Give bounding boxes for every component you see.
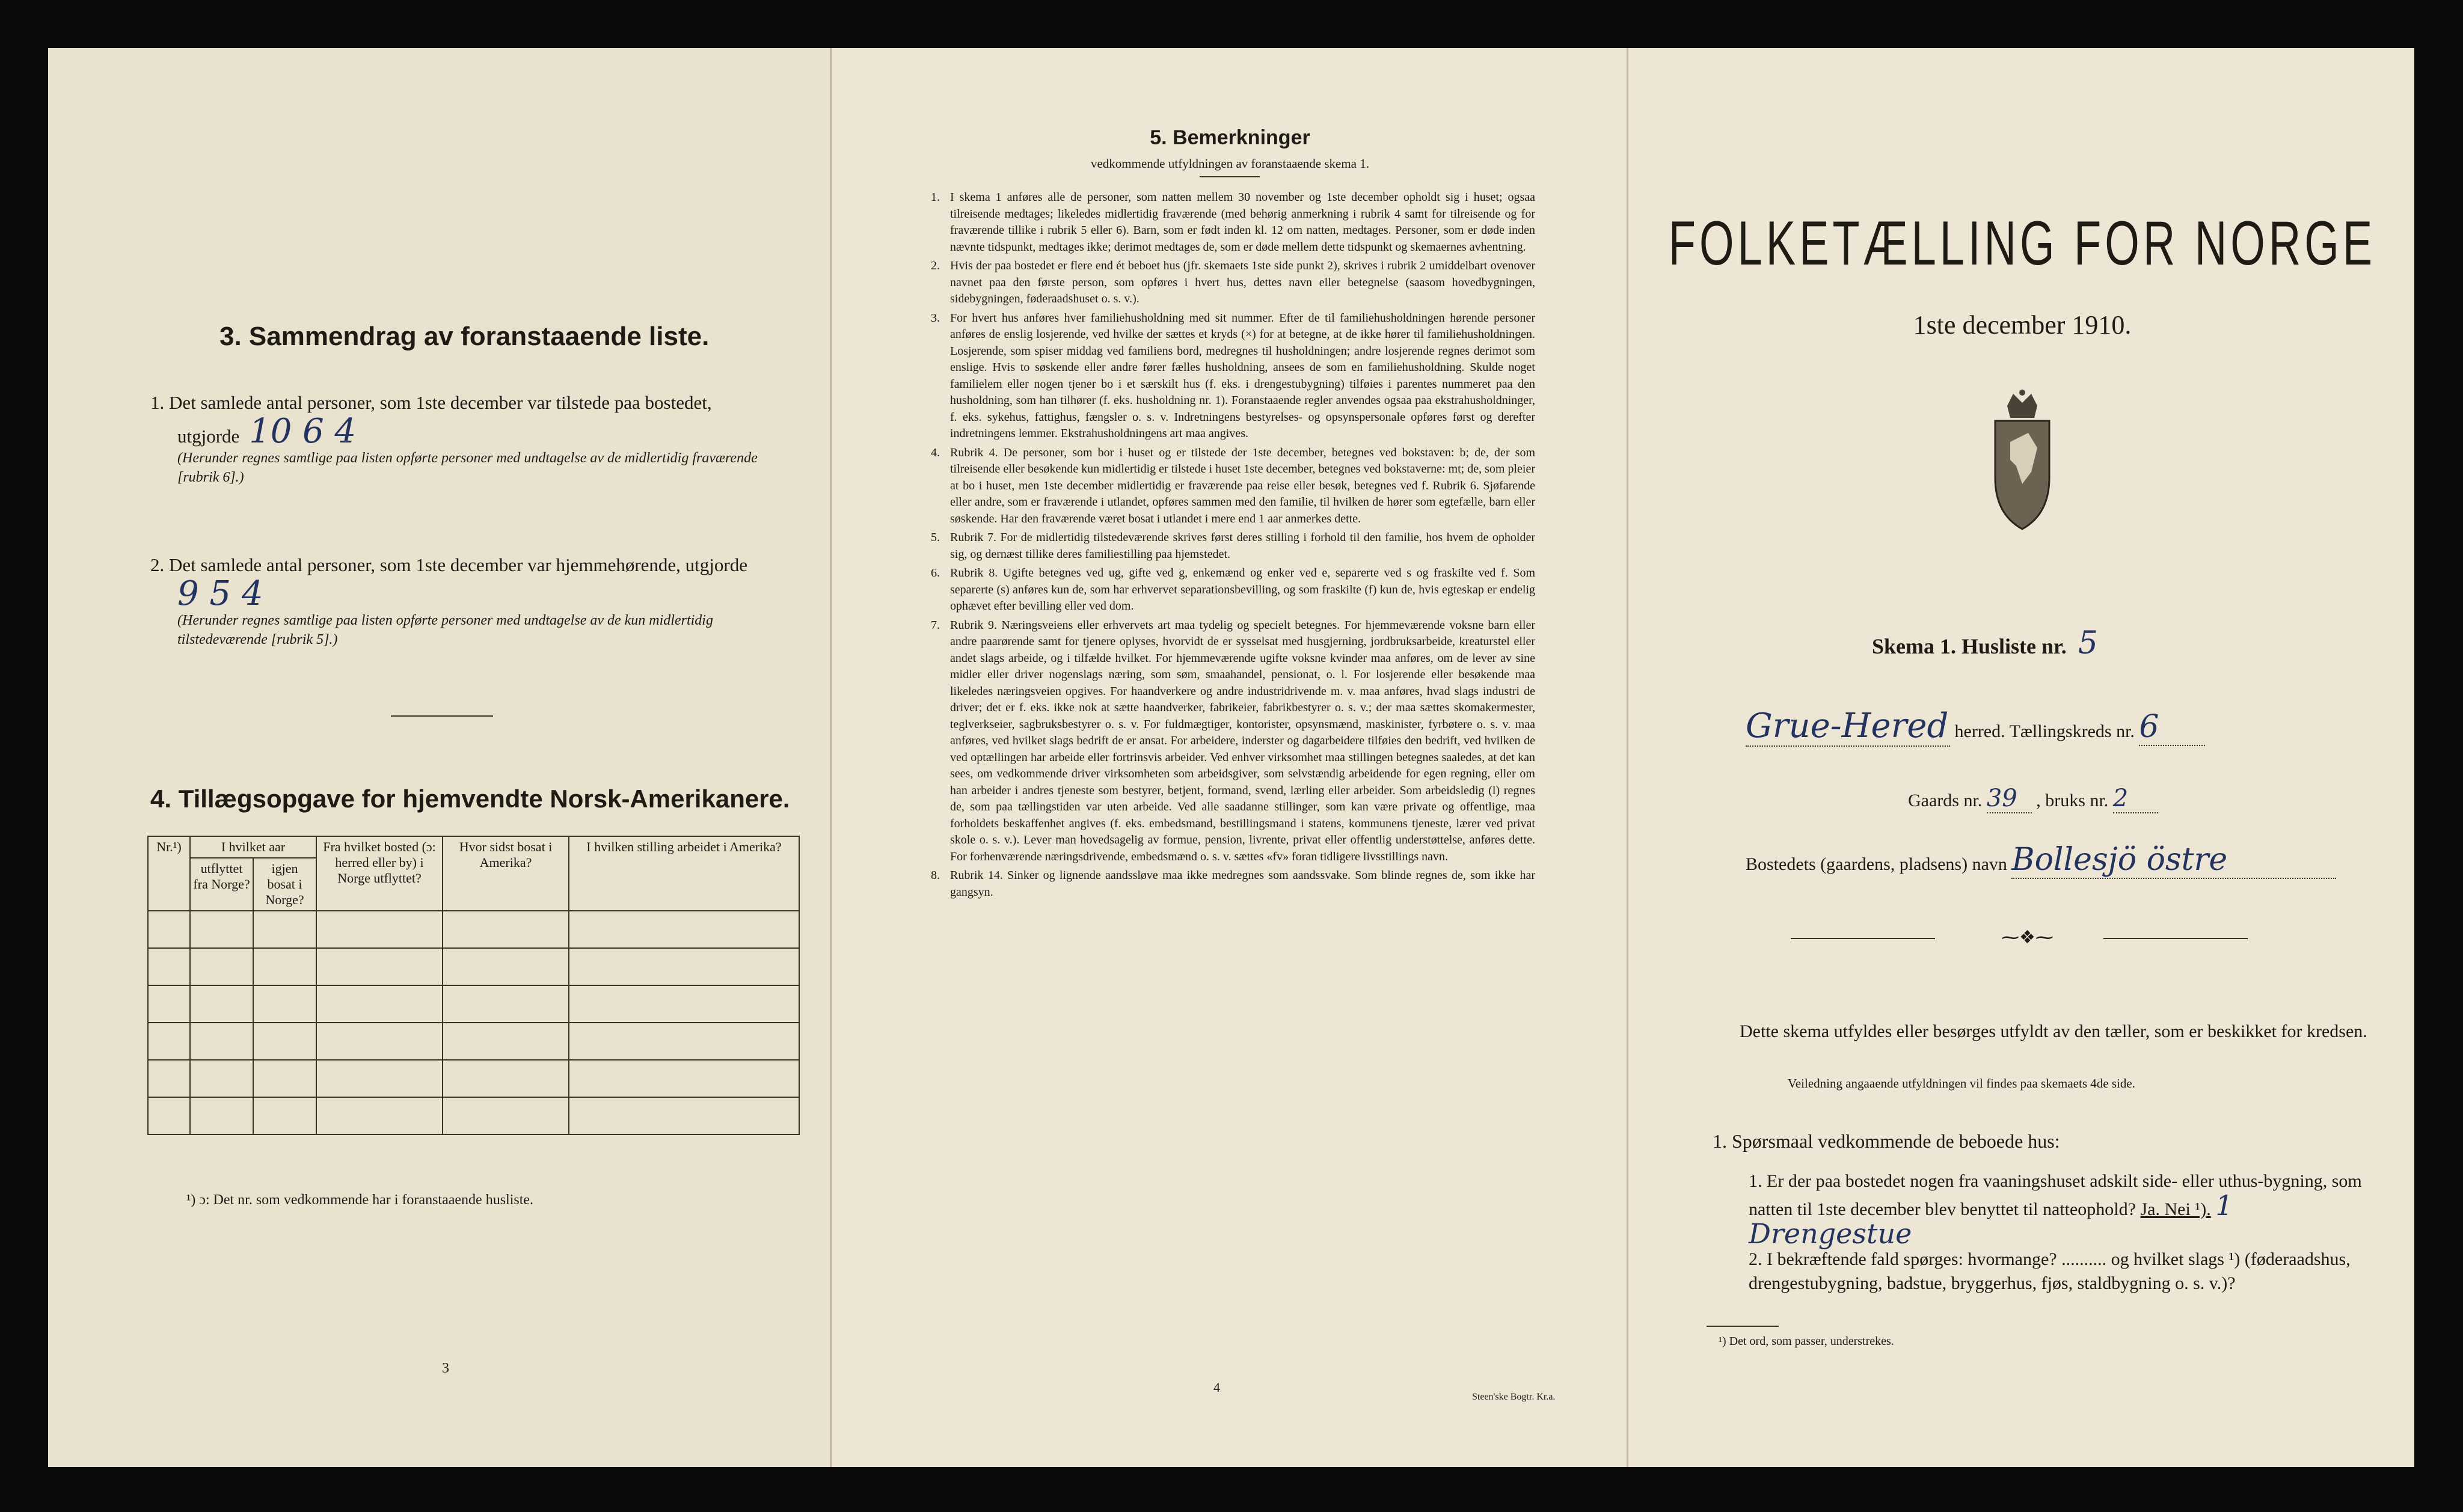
bosted-line xyxy=(1746,842,2336,879)
table-header-nr: Nr.¹) xyxy=(148,836,190,911)
question-1-text: 1. Er der paa bostedet nogen fra vaaningshuset adskilt side- eller uthus-bygning, som natten til 1ste december blev benyttet til natteophold? xyxy=(1749,1171,2362,1219)
question-2: 2. I bekræftende fald spørges: hvormange? .......... og hvilket slags ¹) (føderaadshus, drengestubygning, badstue, bryggerhus, fjøs, staldbygning o. s. v.)? xyxy=(1749,1249,2351,1293)
bruks-label: , bruks nr. xyxy=(2036,791,2109,810)
divider xyxy=(1791,938,1935,939)
summary-item-2 xyxy=(150,553,800,649)
kreds-value: 6 xyxy=(2139,709,2205,746)
page-right xyxy=(1627,48,2414,1467)
question-heading: 1. Spørsmaal vedkommende de beboede hus: xyxy=(1713,1130,2060,1152)
remarks-title: 5. Bemerkninger xyxy=(1150,126,1310,149)
printer-mark: Steen'ske Bogtr. Kr.a. xyxy=(1472,1392,1556,1402)
divider xyxy=(1200,176,1260,177)
remark-item-5: 5. Rubrik 7. For de midlertidig tilstedeværende skrives først deres stilling i forhold til den familie, hos hvem de opholder sig, og dernæst tillike deres familiestilling paa hjemstedet. xyxy=(931,531,1535,561)
divider xyxy=(391,715,493,717)
page-number-4: 4 xyxy=(1213,1380,1220,1395)
remarks-subtitle: vedkommende utfyldningen av foranstaaende skema 1. xyxy=(1090,156,1369,171)
herred-value: Grue-Hered xyxy=(1746,706,1950,747)
remark-item-1: 1. I skema 1 anføres alle de personer, som natten mellem 30 november og 1ste december opholdt sig i huset; ogsaa tilreisende medtages; likeledes midlertidig fraværende (med behørig anmerkning i rubrik 4 samt for tilreisende og for fraværende tillike i rubrik 5 eller 6). Barn, som er født inden kl. 12 om natten, medtages. Personer, som er døde inden nævnte tidspunkt, medtages ikke; derimot medtages de, som er døde mellem dette tidspunkt og skemaernes avhentning. xyxy=(931,191,1535,254)
section3-title: 3. Sammendrag av foranstaaende liste. xyxy=(219,322,710,351)
table-row xyxy=(148,911,799,948)
remark-item-3: 3. For hvert hus anføres hver familiehusholdning med sit nummer. Efter de til familiehusholdningen hørende personer anføres de enslig losjerende, ved hvilke der sættes et kryds (×) for at betegne, at de ikke hører til familiehusholdningen. Losjerende, som spiser middag ved familiens bord, medregnes til husholdningen; andre losjerende regnes derimot som enslige. Hvis to søskende eller andre fører fælles husholdning, ansees de som en familiehusholdning. Skulde noget familielem eller nogen tjener bo i et særskilt hus (f. eks. i drengestubygning) tilføies i parentes nummeret paa den husholdning, som han tilhører (f. eks. husholdning nr. 1). Foranstaaende regler anvendes ogsaa paa ekstrahusholdninger, f. eks. sykehus, fattighus, fængsler o. s. v. Indretningens bestyrelses- og opsynspersonale opføres først og derefter indretningens lemmer. Ekstrahusholdningens art maa angives. xyxy=(931,311,1535,440)
summary-item-1-text: 1. Det samlede antal personer, som 1ste december var tilstede paa bostedet, xyxy=(150,392,712,413)
page-number-3: 3 xyxy=(442,1360,449,1376)
herred-line xyxy=(1746,706,2407,747)
skema-label: Skema 1. Husliste nr. xyxy=(1872,634,2067,658)
table-row xyxy=(148,948,799,985)
remark-item-4: 4. Rubrik 4. De personer, som bor i huset og er tilstede der 1ste december, betegnes ved bokstaven: b; de, der som tilreisende eller besøkende kun midlertidig er tilstede i huset 1ste december, betegnes ved bokstaverne: mt; de, som pleier at bo i huset, men 1ste december midlertidig er fraværende paa reise eller besøk, betegnes ved f. Rubrik 6. Sjøfarende eller andre, som er fraværende i utlandet, opføres sammen med den familie, til hvilken de hører som egtefælle, barn eller søskende. Har den fraværende været bosat i utlandet i mere end 1 aar anmerkes dette. xyxy=(931,445,1535,525)
ornament-icon: ⁓❖⁓ xyxy=(2001,928,2054,947)
summary-item-2-text: 2. Det samlede antal personer, som 1ste december var hjemmehørende, utgjorde xyxy=(150,554,747,575)
table-row xyxy=(148,1023,799,1060)
skema-husliste xyxy=(1872,625,2098,661)
norwegian-american-table xyxy=(147,836,800,1135)
summary-item-2-note: (Herunder regnes samtlige paa listen opførte personer med undtagelse av de kun midlertidig tilstedeværende [rubrik 5].) xyxy=(177,613,713,647)
table-row xyxy=(148,985,799,1023)
husliste-number: 5 xyxy=(2078,625,2098,661)
remark-item-6: 6. Rubrik 8. Ugifte betegnes ved ug, gifte ved g, enkemænd og enker ved e, separerte ved s og fraskilte ved f. Som separerte (s) anføres kun de, som har erhvervet separationsbevilling, og som fraskilte (f) kun de, hvis egteskap er endelig ophævet efter bevilling eller ved dom. xyxy=(931,566,1535,613)
table-footnote: ¹) ɔ: Det nr. som vedkommende har i foranstaaende husliste. xyxy=(186,1192,534,1208)
divider xyxy=(2103,938,2248,939)
summary-item-1-value: 10 6 4 xyxy=(249,412,357,451)
bruks-value: 2 xyxy=(2113,785,2158,813)
remark-item-2: 2. Hvis der paa bostedet er flere end ét beboet hus (jfr. skemaets 1ste side punkt 2), skrives i rubrik 2 umiddelbart ovenover navnet paa den første person, som opføres i hvert hus, dettes navn eller betegnelse (saasom hovedbygningen, sidebygningen, føderaadshuset o. s. v.). xyxy=(931,259,1535,305)
table-header-emigrated: utflyttet fra Norge? xyxy=(190,858,253,911)
table-header-returned: igjen bosat i Norge? xyxy=(253,858,316,911)
herred-label: herred. Tællingskreds nr. xyxy=(1954,721,2135,741)
section4-title: 4. Tillægsopgave for hjemvendte Norsk-Amerikanere. xyxy=(150,785,790,813)
question-1-options: Ja. Nei ¹). xyxy=(2140,1199,2211,1219)
table-header-last-america: Hvor sidst bosat i Amerika? xyxy=(443,836,569,911)
bosted-value: Bollesjö östre xyxy=(2011,842,2336,879)
table-header-occupation: I hvilken stilling arbeidet i Amerika? xyxy=(569,836,799,911)
remark-item-8: 8. Rubrik 14. Sinker og lignende aandssløve maa ikke medregnes som aandssvake. Som blinde regnes de, som ikke har gangsyn. xyxy=(931,869,1535,899)
summary-item-1 xyxy=(150,391,800,487)
instruction-text: Dette skema utfyldes eller besørges utfyldt av den tæller, som er beskikket for kredsen. xyxy=(1740,1021,2367,1041)
instruction-note: Veiledning angaaende utfyldningen vil findes paa skemaets 4de side. xyxy=(1788,1076,2135,1091)
census-title: FOLKETÆLLING FOR NORGE xyxy=(1668,208,2376,278)
gaards-value: 39 xyxy=(1987,785,2032,813)
coat-of-arms-icon xyxy=(1989,388,2055,532)
gaards-line xyxy=(1908,785,2158,813)
gaards-label: Gaards nr. xyxy=(1908,791,1983,810)
question-1-answer: 1 Drengestue xyxy=(1749,1189,2233,1250)
bosted-label: Bostedets (gaardens, pladsens) navn xyxy=(1746,854,2007,874)
table-row xyxy=(148,1060,799,1097)
question-1 xyxy=(1749,1169,2398,1250)
table-row xyxy=(148,1097,799,1134)
remark-item-7: 7. Rubrik 9. Næringsveiens eller erhvervets art maa tydelig og specielt betegnes. For hjemmeværende voksne barn eller andre paarørende samt for tjenere oplyses, hvorvidt de er sysselsat med husgjerning, jordbruksarbeide, kreaturstel eller andet slags arbeide, og i tilfælde hvilket. For hjemmeværende ugifte voksne kvinder maa anføres, om de lever av sine midler eller driver nogenslags næring, som søm, smaahandel, pensionat, o. l. For losjerende eller besøkende maa likeledes næringsveien opgives. For haandverkere og andre industridrivende m. v. maa anføres, hvad slags industri de driver; det er f. eks. ikke nok at sætte haandverker, fabrikeier, fabrikbestyrer o. s. v.; der maa sættes skomakermester, teglverkseier, sagbruksbestyrer o. s. v. For fuldmægtiger, kontorister, opsynsmænd, maskinister, fyrbøtere o. s. v. maa anføres, ved hvilket slags bedrift de er ansat. For arbeidere, inderster og dagarbeidere tilføies den bedrift, ved hvilken de ved optællingen har arbeide eller fortrinsvis arbeider. Ved enhver virksomhet maa stillingen betegnes saaledes, at det kan sees, om vedkommende driver virksomheten som arbeidsgiver, som selvstændig arbeidende for egen regning, eller om han arbeider i andres tjeneste som bestyrer, betjent, formand, svend, lærling eller arbeider. Som arbeidsledig (l) regnes de, som paa tællingstiden var uten arbeide. Ved alle saadanne stillinger, som kan være private og offentlige, maa forholdets beskaffenhet angives (f. eks. embedsmand, bestillingsmand i statens, kommunens tjeneste, lærer ved privat skole o. s. v.). Lever man hovedsagelig av formue, pension, livrente, privat eller offentlig understøttelse, anføres dette. For forhenværende næringsdrivende, embedsmænd o. s. v. sættes «fv» foran tidligere livsstillings navn. xyxy=(931,618,1535,863)
page3-footnote: ¹) Det ord, som passer, understrekes. xyxy=(1719,1335,1894,1348)
remarks-list xyxy=(931,189,1535,903)
census-date: 1ste december 1910. xyxy=(1913,310,2132,340)
divider xyxy=(1707,1326,1779,1327)
page-middle xyxy=(830,48,1627,1467)
page-left xyxy=(48,48,830,1467)
table-header-year-group: I hvilket aar xyxy=(190,836,316,858)
summary-item-1-prefix: utgjorde xyxy=(177,426,240,447)
table-header-from: Fra hvilket bosted (ɔ: herred eller by) i Norge utflyttet? xyxy=(316,836,443,911)
summary-item-1-note: (Herunder regnes samtlige paa listen opførte personer med undtagelse av de midlertidig fraværende [rubrik 6].) xyxy=(177,450,758,485)
summary-item-2-value: 9 5 4 xyxy=(177,574,263,613)
